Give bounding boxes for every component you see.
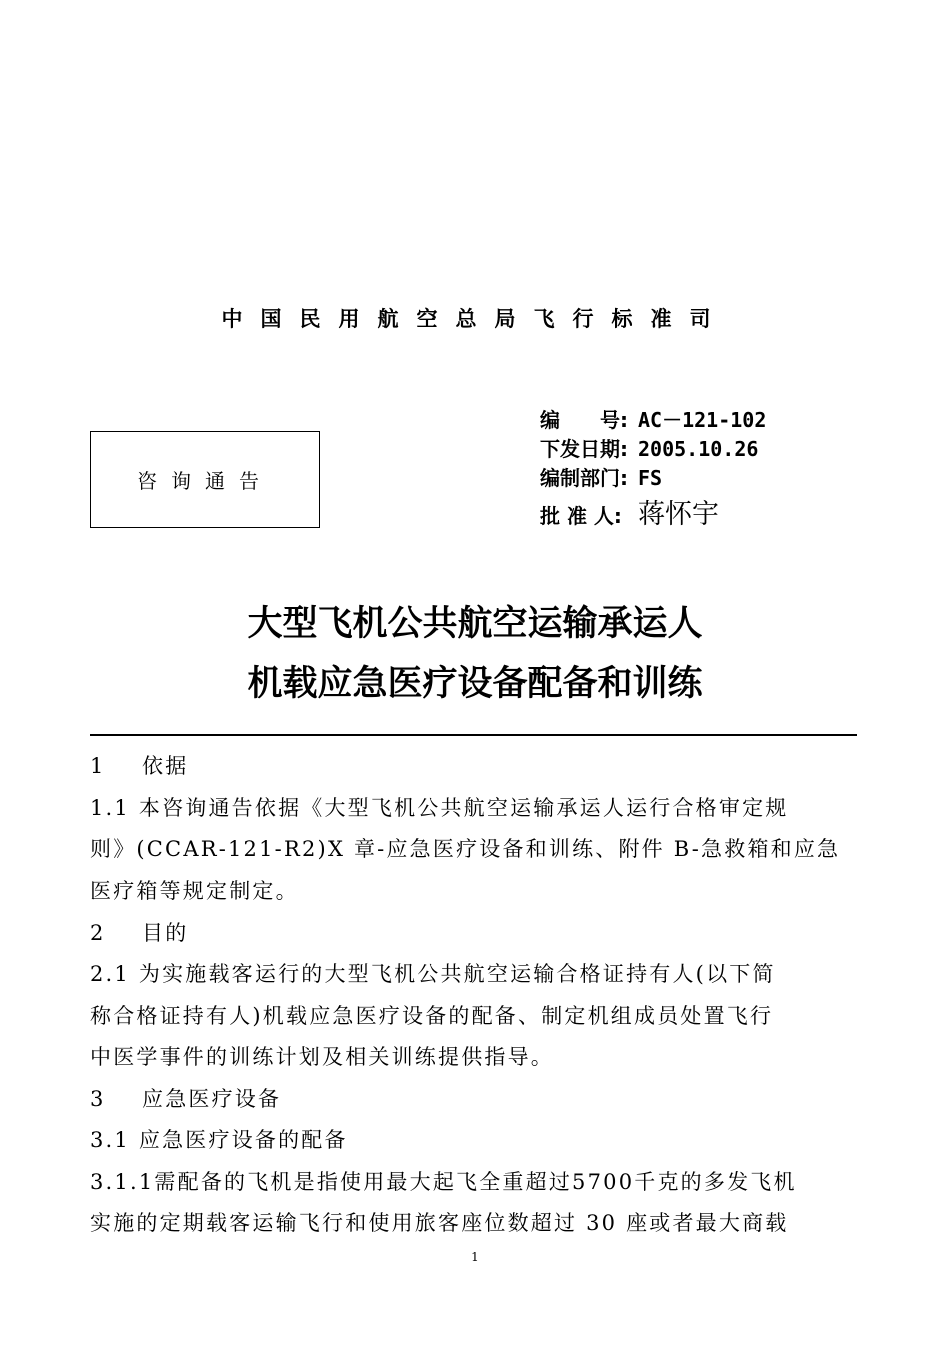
doc-type-label: 咨询通告	[137, 469, 273, 493]
meta-row-number	[540, 404, 766, 433]
section-number: 1	[90, 754, 106, 778]
meta-value: 2005.10.26	[638, 437, 759, 461]
section-title: 依据	[142, 754, 189, 778]
section-heading-3	[90, 1083, 858, 1113]
meta-label: 批 准 人:	[540, 504, 622, 528]
meta-value: FS	[638, 466, 663, 490]
approver-signature: 蒋怀宇	[638, 499, 719, 530]
meta-row-date	[540, 433, 758, 462]
meta-value: AC－121-102	[638, 408, 767, 432]
paragraph-line: 医疗箱等规定制定。	[90, 879, 299, 903]
section-title: 应急医疗设备	[142, 1087, 282, 1111]
section-number: 3	[90, 1087, 106, 1111]
section-heading-2	[90, 917, 858, 947]
page-number: 1	[471, 1250, 479, 1264]
meta-label: 编 号:	[540, 408, 628, 432]
meta-row-department	[540, 462, 662, 491]
section-number: 2	[90, 921, 106, 945]
paragraph-line: 则》(CCAR-121-R2)X 章-应急医疗设备和训练、附件 B-急救箱和应急	[90, 837, 841, 861]
meta-row-approver	[540, 492, 719, 531]
section-title: 目的	[142, 921, 189, 945]
paragraph-line: 称合格证持有人)机载应急医疗设备的配备、制定机组成员处置飞行	[90, 1004, 774, 1028]
paragraph-line: 3.1.1需配备的飞机是指使用最大起飞全重超过5700千克的多发飞机	[90, 1170, 797, 1194]
paragraph-line: 2.1 为实施载客运行的大型飞机公共航空运输合格证持有人(以下简	[90, 962, 776, 986]
paragraph-line: 实施的定期载客运输飞行和使用旅客座位数超过 30 座或者最大商载	[90, 1211, 789, 1235]
title-divider	[90, 734, 857, 736]
document-title-line2: 机载应急医疗设备配备和训练	[247, 664, 703, 704]
paragraph-line: 3.1 应急医疗设备的配备	[90, 1128, 348, 1152]
paragraph-line: 1.1 本咨询通告依据《大型飞机公共航空运输承运人运行合格审定规	[90, 796, 789, 820]
doc-type-box	[90, 431, 320, 528]
document-title-line1: 大型飞机公共航空运输承运人	[247, 604, 703, 644]
meta-label: 下发日期:	[540, 437, 628, 461]
issuing-agency: 中国民用航空总局飞行标准司	[221, 307, 729, 331]
section-heading-1	[90, 750, 858, 780]
paragraph-line: 中医学事件的训练计划及相关训练提供指导。	[90, 1045, 554, 1069]
meta-label: 编制部门:	[540, 466, 628, 490]
